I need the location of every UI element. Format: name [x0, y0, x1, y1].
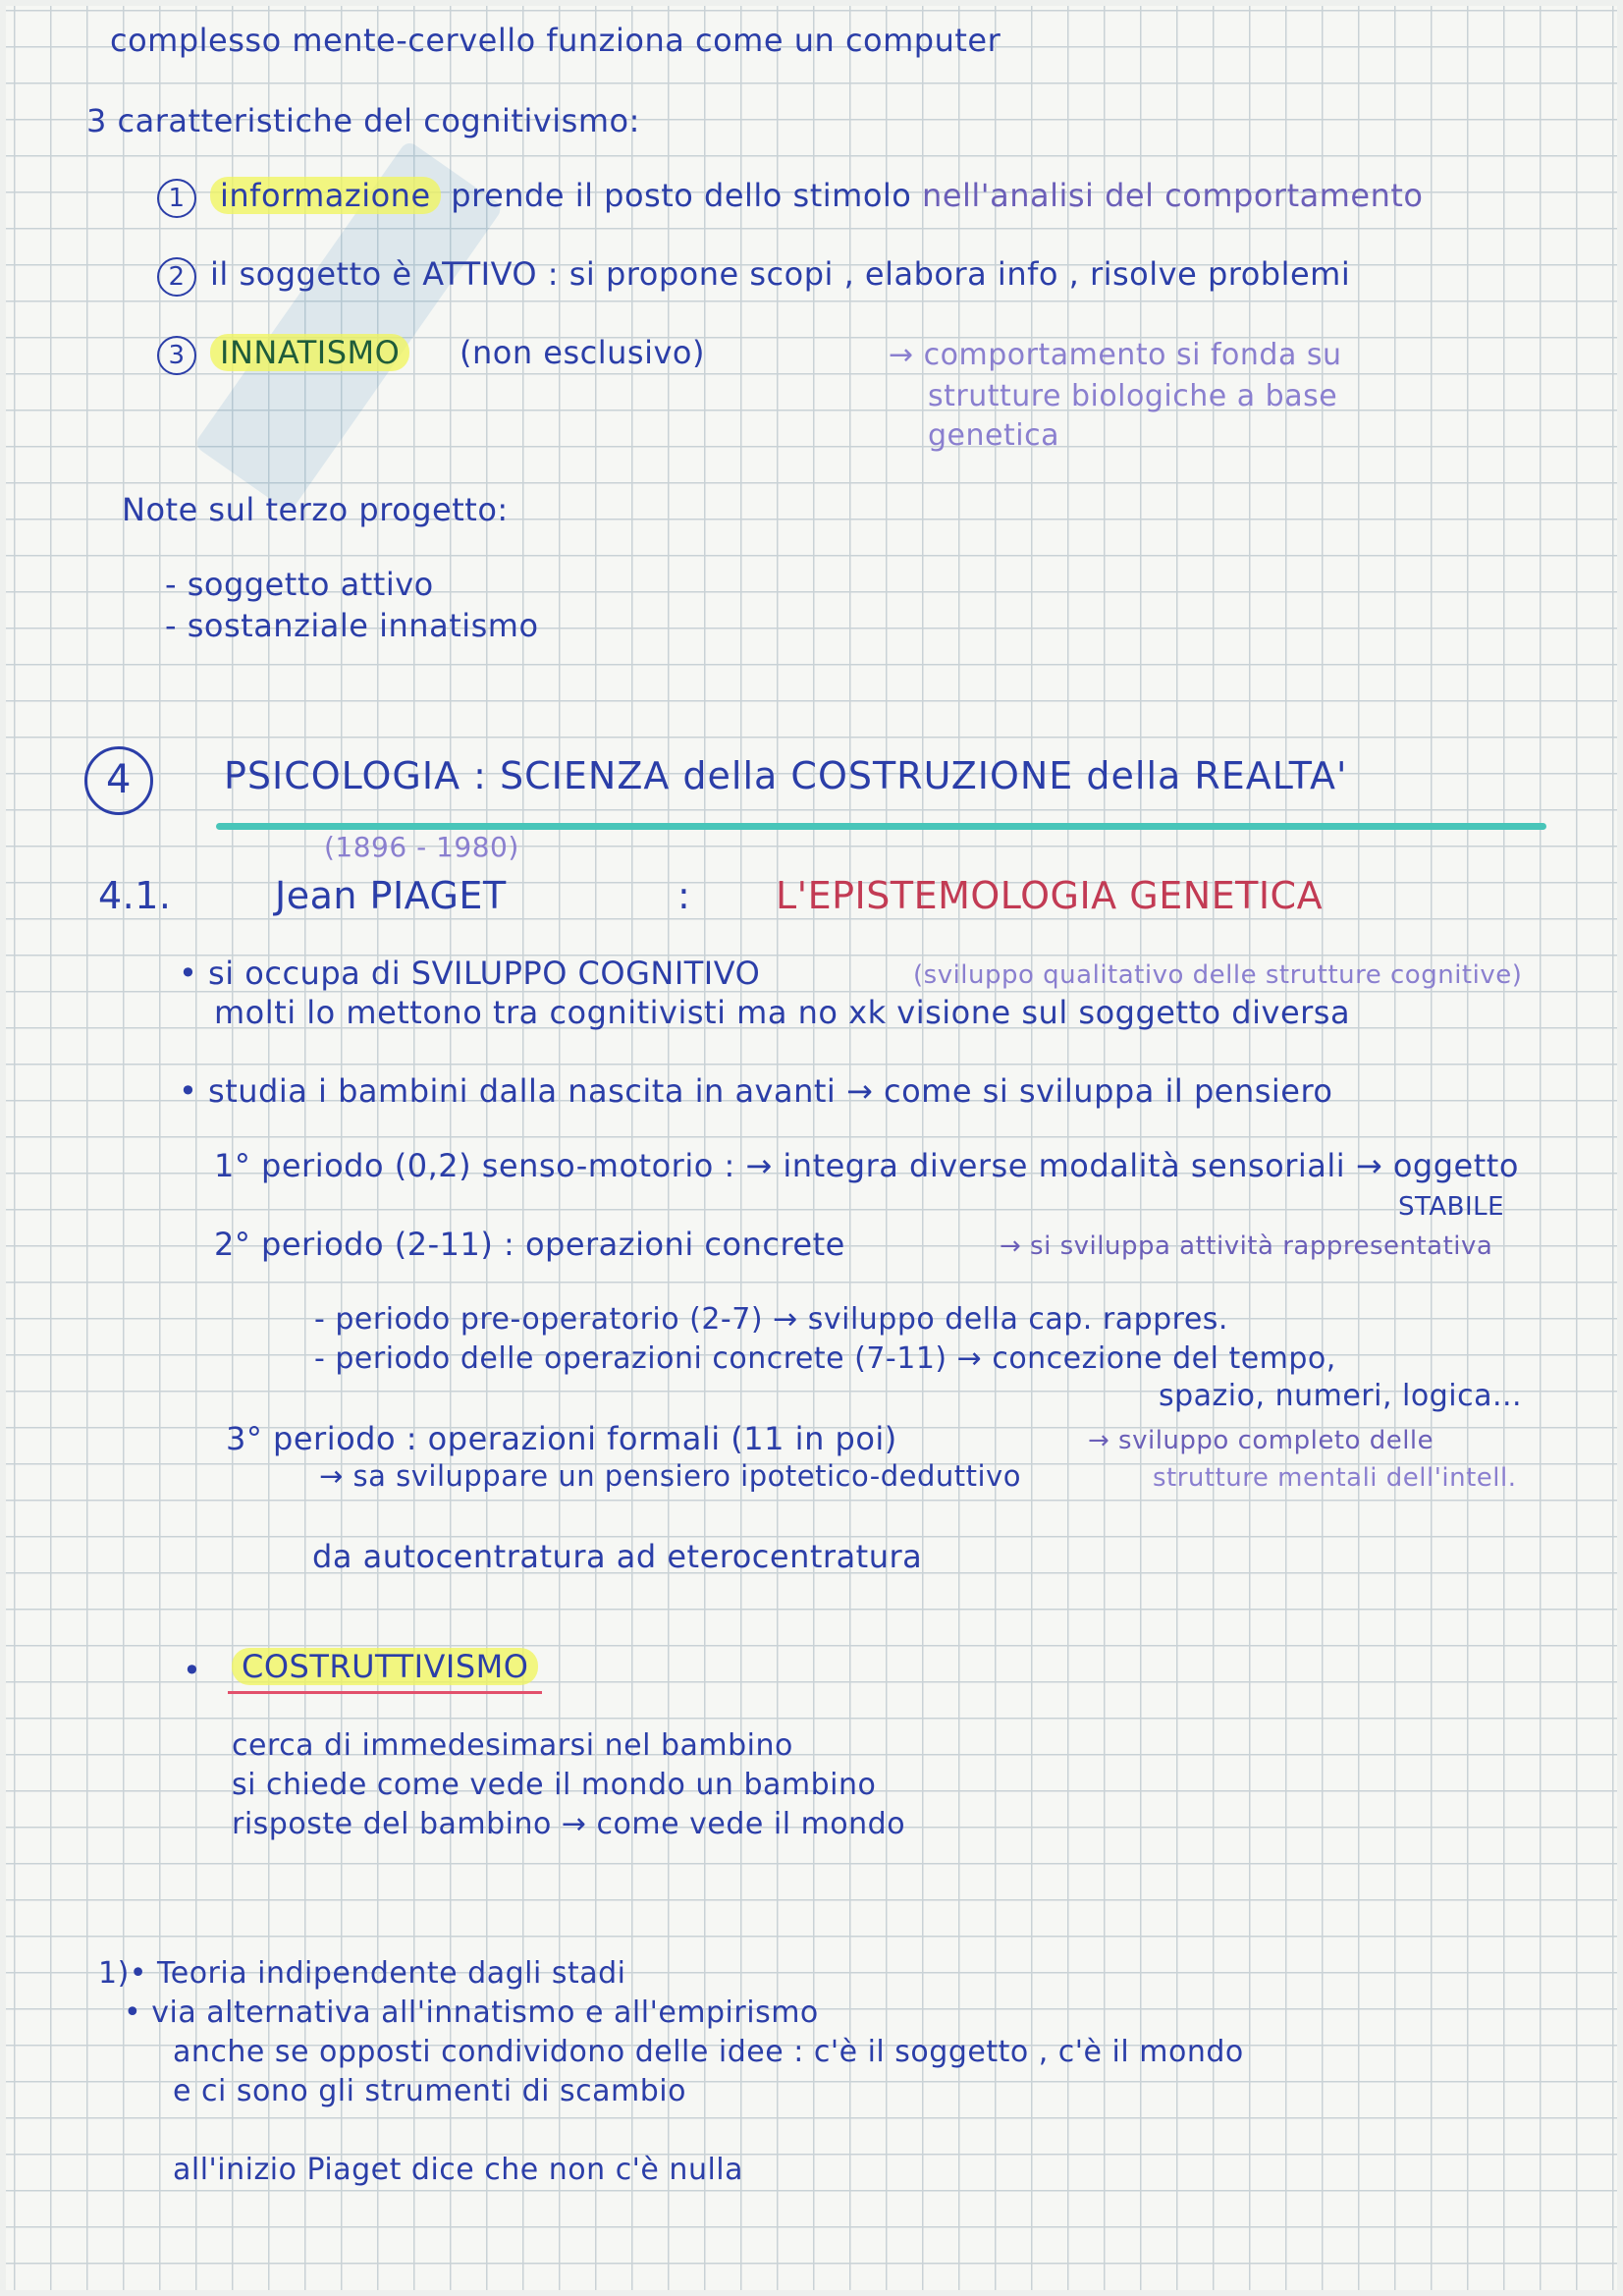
text-line: e ci sono gli strumenti di scambio	[173, 2074, 686, 2108]
list-item	[157, 255, 1350, 297]
sub-period: - periodo pre-operatorio (2-7) → sviluppo della cap. rappres.	[314, 1302, 1228, 1337]
concept-term	[232, 1648, 538, 1685]
text-segment: prende il posto dello stimolo	[451, 177, 912, 214]
subsection-colon: :	[677, 874, 691, 917]
section-number	[84, 746, 167, 815]
sub-period: spazio, numeri, logica...	[1159, 1379, 1523, 1413]
text-line: si chiede come vede il mondo un bambino	[232, 1768, 877, 1802]
side-note: → si sviluppa attività rappresentativa	[1000, 1231, 1493, 1261]
period-line: 2° periodo (2-11) : operazioni concrete	[214, 1226, 845, 1263]
side-note: → sviluppo completo delle	[1088, 1426, 1434, 1455]
period-line: 3° periodo : operazioni formali (11 in poi)	[226, 1420, 897, 1457]
period-line: → sa sviluppare un pensiero ipotetico-deduttivo	[319, 1459, 1021, 1493]
highlighted-term: INNATISMO	[210, 334, 409, 371]
note-bullet: - soggetto attivo	[165, 566, 434, 603]
number-circle: 3	[157, 336, 196, 375]
text-line: • via alternativa all'innatismo e all'empirismo	[124, 1995, 819, 2030]
sub-period: - periodo delle operazioni concrete (7-11) → concezione del tempo,	[314, 1341, 1336, 1376]
side-note: → comportamento si fonda su	[889, 338, 1342, 372]
period-line: STABILE	[1398, 1192, 1505, 1222]
dates: (1896 - 1980)	[324, 831, 519, 863]
text-line: • studia i bambini dalla nascita in avanti → come si sviluppa il pensiero	[179, 1072, 1333, 1110]
section-circle: 4	[84, 746, 153, 815]
text-segment: : si propone scopi , elabora info , risolve problemi	[547, 255, 1351, 293]
highlighted-term: informazione	[210, 177, 441, 214]
side-note: genetica	[928, 418, 1059, 453]
subsection-title: L'EPISTEMOLOGIA GENETICA	[776, 874, 1324, 917]
note-heading: Note sul terzo progetto:	[122, 491, 509, 528]
text-line: complesso mente-cervello funziona come un computer	[110, 22, 1001, 59]
side-note: strutture biologiche a base	[928, 379, 1338, 413]
side-note: strutture mentali dell'intell.	[1153, 1463, 1517, 1493]
text-line: all'inizio Piaget dice che non c'è nulla	[173, 2153, 744, 2187]
text-line: (sviluppo qualitativo delle strutture cognitive)	[913, 960, 1523, 990]
number-circle: 2	[157, 257, 196, 297]
text-line: molti lo mettono tra cognitivisti ma no xk visione sul soggetto diversa	[214, 994, 1351, 1031]
text-line: • si occupa di SVILUPPO COGNITIVO	[179, 955, 761, 992]
text-line: 3 caratteristiche del cognitivismo:	[86, 102, 640, 139]
period-line: 1° periodo (0,2) senso-motorio : → integra diverse modalità sensoriali → oggetto	[214, 1147, 1519, 1184]
section-title: PSICOLOGIA : SCIENZA della COSTRUZIONE della REALTA'	[224, 754, 1348, 797]
number-circle: 1	[157, 179, 196, 218]
list-item	[157, 177, 1423, 218]
list-item	[157, 334, 705, 375]
text-segment: nell'analisi del comportamento	[922, 177, 1424, 214]
section-underline	[216, 823, 1546, 830]
term-underline	[228, 1691, 542, 1694]
highlighted-term: COSTRUTTIVISMO	[232, 1648, 538, 1685]
text-line: da autocentratura ad eterocentratura	[312, 1538, 923, 1575]
text-segment: (non esclusivo)	[459, 334, 705, 371]
text-segment: il soggetto è ATTIVO	[210, 255, 538, 293]
text-line: cerca di immedesimarsi nel bambino	[232, 1728, 793, 1763]
subsection-name: Jean PIAGET	[275, 874, 507, 917]
text-line: risposte del bambino → come vede il mondo	[232, 1807, 906, 1841]
bullet: •	[183, 1652, 202, 1689]
text-line: anche se opposti condividono delle idee : c'è il soggetto , c'è il mondo	[173, 2035, 1244, 2069]
note-bullet: - sostanziale innatismo	[165, 607, 539, 644]
subsection-number: 4.1.	[98, 874, 172, 917]
text-line: 1)• Teoria indipendente dagli stadi	[98, 1956, 626, 1991]
